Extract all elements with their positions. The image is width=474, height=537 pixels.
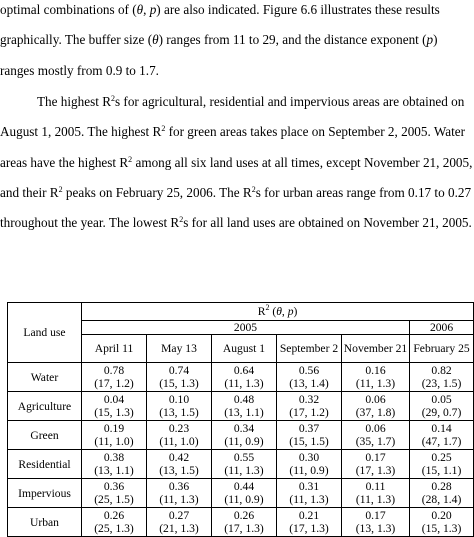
paragraph-line (0, 32, 438, 48)
land-use-cell: Urban (8, 508, 82, 537)
theta-p-value: (25, 1.3) (94, 522, 134, 535)
value-cell (82, 450, 147, 479)
paragraph-line (0, 155, 472, 171)
r2-value: 0.74 (168, 364, 190, 377)
r2-value: 0.78 (103, 364, 125, 377)
text-span: θ (136, 2, 144, 17)
text-span: ranges mostly from 0.9 to 1.7. (0, 63, 159, 78)
theta-p-value: (21, 1.3) (159, 522, 199, 535)
theta-p-value: (13, 1.3) (355, 522, 396, 535)
value-cell (410, 392, 474, 421)
text-span: R (257, 305, 266, 318)
value-cell (342, 508, 410, 537)
text-span: and their R (0, 185, 59, 200)
theta-p-value: (17, 1.3) (224, 522, 264, 535)
value-cell (410, 421, 474, 450)
land-use-cell: Green (8, 421, 82, 450)
theta-p-value: (37, 1.8) (355, 406, 396, 419)
r2-value: 0.14 (431, 422, 452, 435)
table-row (8, 392, 474, 421)
superscript: 2 (179, 215, 184, 224)
value-cell (212, 392, 277, 421)
land-use-cell: Impervious (8, 479, 82, 508)
r2-value: 0.25 (431, 451, 452, 464)
paragraph-line (0, 215, 472, 231)
r2-value: 0.32 (298, 393, 320, 406)
r2-value: 0.42 (168, 451, 190, 464)
text-span: θ (276, 305, 282, 318)
value-cell (82, 363, 147, 392)
value-cell (342, 421, 410, 450)
theta-p-value: (15, 1.3) (159, 377, 199, 390)
r2-value: 0.21 (298, 509, 320, 522)
year-header: 2006 (410, 321, 474, 335)
r2-value: 0.27 (168, 509, 190, 522)
r2-value: 0.11 (365, 480, 386, 493)
table-row (8, 479, 474, 508)
paragraph-line (0, 124, 465, 140)
theta-p-value: (13, 1.1) (94, 464, 134, 477)
text-span: for green areas takes place on September 2, 2005. Water (165, 124, 465, 139)
theta-p-value: (29, 0.7) (421, 406, 462, 419)
r2-value: 0.17 (365, 509, 386, 522)
theta-p-value: (11, 1.3) (355, 493, 396, 506)
land-use-header: Land use (8, 303, 82, 363)
paragraph-line (0, 185, 471, 201)
theta-p-value: (11, 0.9) (224, 493, 264, 506)
theta-p-value: (11, 0.9) (289, 464, 329, 477)
theta-p-value: (28, 1.4) (421, 493, 462, 506)
r2-header (82, 303, 474, 321)
r2-value: 0.10 (168, 393, 190, 406)
r2-value: 0.34 (233, 422, 255, 435)
superscript: 2 (265, 303, 270, 312)
r2-value: 0.36 (103, 480, 125, 493)
value-cell (277, 508, 342, 537)
theta-p-value: (11, 1.0) (94, 435, 134, 448)
date-header: September 2 (277, 335, 342, 363)
text-span: , (281, 305, 288, 318)
value-cell (82, 421, 147, 450)
paragraph-line (0, 63, 159, 79)
value-cell (410, 363, 474, 392)
r2-value: 0.06 (365, 393, 386, 406)
theta-p-value: (13, 1.4) (289, 377, 329, 390)
table-row (8, 421, 474, 450)
paragraph-line (37, 94, 464, 110)
value-cell (147, 508, 212, 537)
r2-value: 0.55 (233, 451, 255, 464)
text-span: The highest R (37, 94, 111, 109)
value-cell (82, 479, 147, 508)
text-span: p (149, 2, 157, 17)
r2-value: 0.64 (233, 364, 255, 377)
theta-p-value: (15, 1.1) (421, 464, 462, 477)
text-span: graphically. The buffer size ( (0, 32, 153, 47)
text-span: optimal combinations of ( (0, 2, 137, 17)
year-header: 2005 (82, 321, 410, 335)
value-cell (147, 421, 212, 450)
value-cell (410, 479, 474, 508)
theta-p-value: (11, 1.3) (289, 493, 329, 506)
theta-p-value: (11, 1.0) (159, 435, 199, 448)
text-span: ) ranges from 11 to 29, and the distance exponent ( (158, 32, 427, 47)
text-span: August 1, 2005. The highest R (0, 124, 162, 139)
theta-p-value: (47, 1.7) (421, 435, 462, 448)
superscript: 2 (128, 155, 133, 164)
table-row (8, 450, 474, 479)
land-use-cell: Residential (8, 450, 82, 479)
r2-value: 0.56 (298, 364, 320, 377)
theta-p-value: (35, 1.7) (355, 435, 396, 448)
theta-p-value: (15, 1.3) (94, 406, 134, 419)
r2-value: 0.19 (103, 422, 125, 435)
value-cell (82, 508, 147, 537)
text-span: , (143, 2, 150, 17)
value-cell (342, 450, 410, 479)
text-span: ) (293, 305, 298, 318)
r2-value: 0.04 (103, 393, 125, 406)
value-cell (277, 363, 342, 392)
value-cell (147, 392, 212, 421)
theta-p-value: (17, 1.2) (94, 377, 134, 390)
theta-p-value: (15, 1.5) (289, 435, 329, 448)
theta-p-value: (23, 1.5) (421, 377, 462, 390)
text-span: p (426, 32, 434, 47)
text-span: areas have the highest R (0, 155, 129, 170)
r2-value: 0.31 (298, 480, 320, 493)
date-header: February 25 (410, 335, 474, 363)
superscript: 2 (251, 185, 256, 194)
value-cell (277, 450, 342, 479)
r2-value: 0.05 (431, 393, 452, 406)
table-header-row (8, 303, 474, 321)
text-span: s for all land uses are obtained on November 21, 2005. (183, 215, 472, 230)
r2-value: 0.17 (365, 451, 386, 464)
r2-value: 0.06 (365, 422, 386, 435)
date-header: November 21 (342, 335, 410, 363)
date-header: May 13 (147, 335, 212, 363)
table-row (8, 508, 474, 537)
text-span: θ (152, 32, 159, 47)
r2-value: 0.36 (168, 480, 190, 493)
value-cell (410, 450, 474, 479)
r2-value: 0.26 (233, 509, 255, 522)
table-body (8, 363, 474, 537)
theta-p-value: (13, 1.5) (159, 406, 199, 419)
value-cell (212, 421, 277, 450)
value-cell (342, 363, 410, 392)
theta-p-value: (11, 0.9) (224, 435, 264, 448)
value-cell (212, 363, 277, 392)
text-span: among all six land uses at all times, except November 21, 2005, (132, 155, 473, 170)
value-cell (212, 479, 277, 508)
theta-p-value: (11, 1.3) (355, 377, 396, 390)
value-cell (212, 508, 277, 537)
value-cell (212, 450, 277, 479)
r2-value: 0.28 (431, 480, 452, 493)
value-cell (147, 450, 212, 479)
theta-p-value: (15, 1.3) (421, 522, 462, 535)
text-span: s for urban areas range from 0.17 to 0.27 (255, 185, 472, 200)
r2-value: 0.38 (103, 451, 125, 464)
theta-p-value: (25, 1.5) (94, 493, 134, 506)
value-cell (342, 479, 410, 508)
text-span: ) (433, 32, 438, 47)
r2-value: 0.48 (233, 393, 255, 406)
value-cell (277, 392, 342, 421)
value-cell (147, 363, 212, 392)
text-span: s for agricultural, residential and impervious areas are obtained on (115, 94, 465, 109)
r2-value: 0.16 (365, 364, 386, 377)
r2-value: 0.82 (431, 364, 452, 377)
text-span: ( (269, 305, 277, 318)
value-cell (277, 479, 342, 508)
r2-value: 0.44 (233, 480, 255, 493)
text-span: throughout the year. The lowest R (0, 215, 180, 230)
r2-value: 0.23 (168, 422, 190, 435)
r2-value: 0.37 (298, 422, 320, 435)
superscript: 2 (58, 185, 63, 194)
land-use-cell: Water (8, 363, 82, 392)
r2-table (7, 302, 474, 537)
r2-value: 0.26 (103, 509, 125, 522)
theta-p-value: (13, 1.1) (224, 406, 264, 419)
value-cell (342, 392, 410, 421)
value-cell (410, 508, 474, 537)
superscript: 2 (161, 124, 166, 133)
date-header: August 1 (212, 335, 277, 363)
text-span: ) are also indicated. Figure 6.6 illustrates these results (156, 2, 440, 17)
theta-p-value: (17, 1.2) (289, 406, 329, 419)
superscript: 2 (111, 94, 115, 103)
value-cell (82, 392, 147, 421)
value-cell (277, 421, 342, 450)
value-cell (147, 479, 212, 508)
r2-value: 0.20 (431, 509, 452, 522)
theta-p-value: (13, 1.5) (159, 464, 199, 477)
table-row (8, 363, 474, 392)
theta-p-value: (11, 1.3) (159, 493, 199, 506)
r2-value: 0.30 (298, 451, 320, 464)
theta-p-value: (11, 1.3) (224, 377, 264, 390)
theta-p-value: (11, 1.3) (224, 464, 264, 477)
theta-p-value: (17, 1.3) (355, 464, 396, 477)
paragraph-line (0, 2, 440, 18)
date-header: April 11 (82, 335, 147, 363)
text-span: peaks on February 25, 2006. The R (62, 185, 252, 200)
text-span: p (287, 305, 294, 318)
theta-p-value: (17, 1.3) (289, 522, 329, 535)
land-use-cell: Agriculture (8, 392, 82, 421)
